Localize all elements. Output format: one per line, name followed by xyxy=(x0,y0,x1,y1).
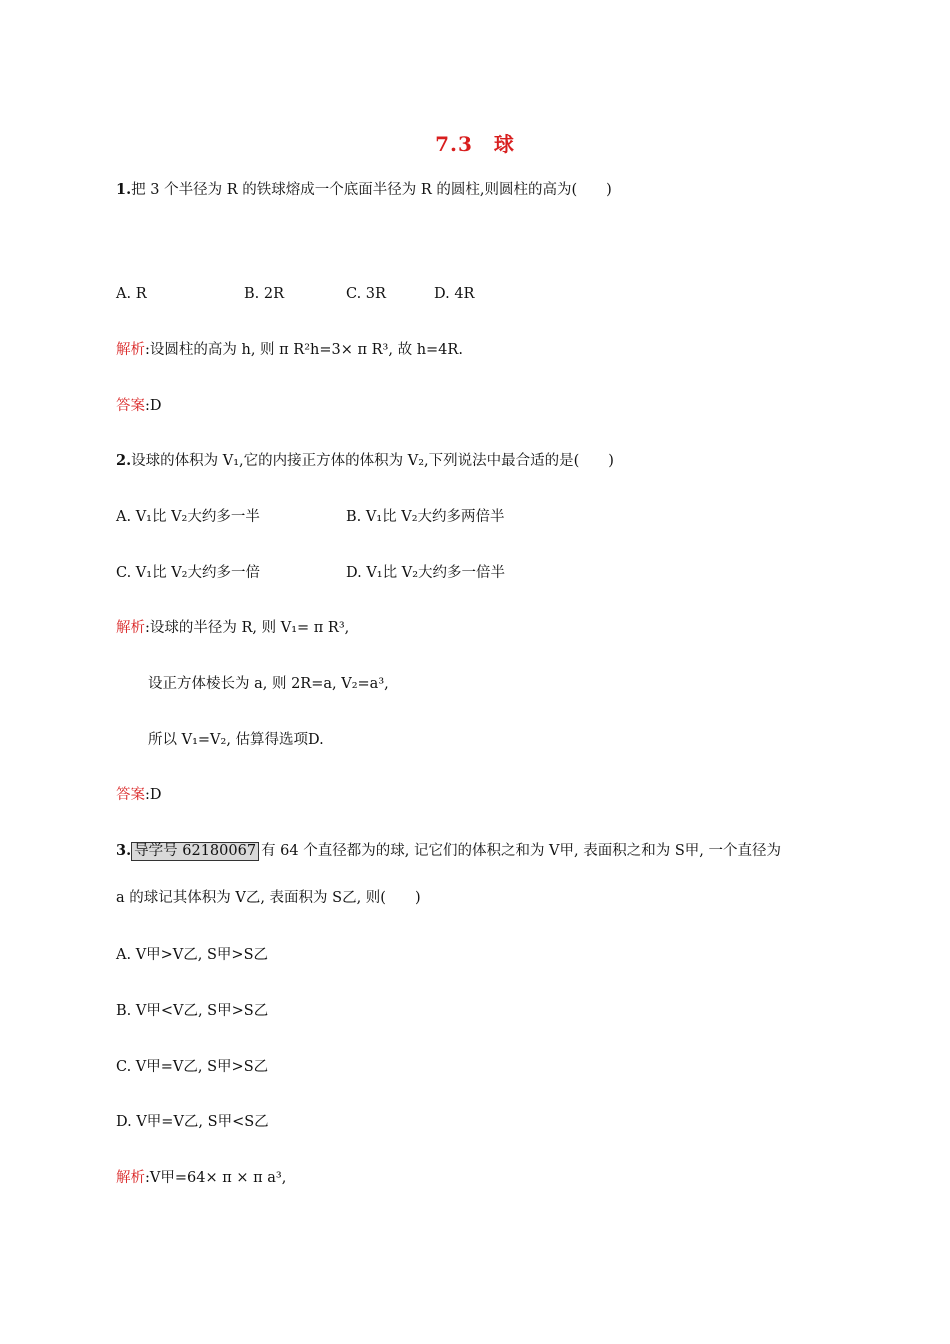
option-d: D. V₁比 V₂大约多一倍半 xyxy=(346,565,506,581)
analysis-label: 解析 xyxy=(116,620,145,636)
option-d: D. V甲=V乙, S甲<S乙 xyxy=(116,1114,269,1130)
option-b: B. V甲<V乙, S甲>S乙 xyxy=(116,1003,269,1019)
option-c: C. 3R xyxy=(346,286,386,302)
answer-label: 答案 xyxy=(116,398,145,414)
analysis-label: 解析 xyxy=(116,1170,145,1186)
analysis-text: :V甲=64× π × π a³, xyxy=(145,1170,287,1186)
option-c: C. V₁比 V₂大约多一倍 xyxy=(116,565,260,581)
answer xyxy=(116,785,162,805)
option-b: B. V₁比 V₂大约多两倍半 xyxy=(346,509,505,525)
question-3 xyxy=(116,841,781,861)
question-1 xyxy=(116,180,612,200)
analysis-label: 解析 xyxy=(116,342,145,358)
question-number: 3. xyxy=(116,842,132,859)
question-stem: 把 3 个半径为 R 的铁球熔成一个底面半径为 R 的圆柱,则圆柱的高为( ) xyxy=(131,182,612,198)
question-number: 2. xyxy=(116,452,132,469)
option-a: A. V₁比 V₂大约多一半 xyxy=(116,509,260,525)
question-stem: 设球的体积为 V₁,它的内接正方体的体积为 V₂,下列说法中最合适的是( ) xyxy=(131,453,614,469)
question-stem-line-2: a 的球记其体积为 V乙, 表面积为 S乙, 则( ) xyxy=(116,890,421,906)
answer xyxy=(116,396,162,416)
question-number: 1. xyxy=(116,181,132,198)
answer-text: :D xyxy=(145,398,162,414)
analysis-text: :设圆柱的高为 h, 则 π R²h=3× π R³, 故 h=4R. xyxy=(145,342,463,358)
option-b: B. 2R xyxy=(244,286,285,302)
question-2 xyxy=(116,451,614,471)
question-stem: 有 64 个直径都为的球, 记它们的体积之和为 V甲, 表面积之和为 S甲, 一个直径为 xyxy=(261,843,782,859)
answer-label: 答案 xyxy=(116,787,145,803)
option-a: A. R xyxy=(116,286,147,302)
answer-text: :D xyxy=(145,787,162,803)
guide-number-tag: 导学号 62180067 xyxy=(131,842,259,861)
analysis xyxy=(116,618,349,638)
analysis-line-2: 设正方体棱长为 a, 则 2R=a, V₂=a³, xyxy=(148,676,389,692)
analysis-text: :设球的半径为 R, 则 V₁= π R³, xyxy=(145,620,350,636)
analysis xyxy=(116,340,463,360)
option-a: A. V甲>V乙, S甲>S乙 xyxy=(116,947,269,963)
page-title: 7.3 球 xyxy=(435,132,515,156)
analysis xyxy=(116,1168,286,1188)
option-c: C. V甲=V乙, S甲>S乙 xyxy=(116,1059,269,1075)
analysis-line-3: 所以 V₁=V₂, 估算得选项D. xyxy=(148,732,324,748)
option-d: D. 4R xyxy=(434,286,475,302)
